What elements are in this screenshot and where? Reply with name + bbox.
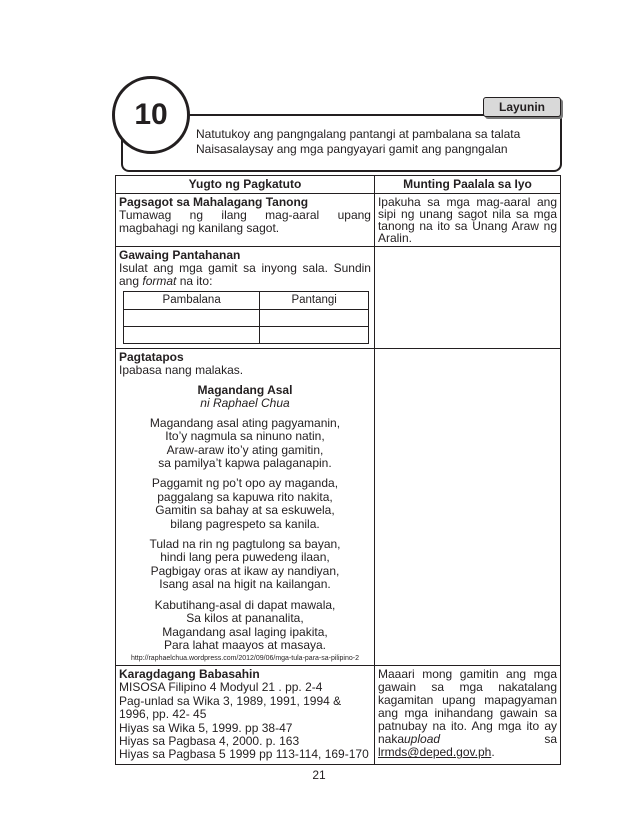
header-yugto: Yugto ng Pagkatuto bbox=[116, 176, 375, 194]
table-row bbox=[116, 666, 561, 764]
poem-line: Isang asal na higit na kailangan. bbox=[159, 577, 331, 592]
poem bbox=[119, 384, 371, 663]
inner-cell bbox=[124, 327, 260, 344]
pagtatapos-instruction: Ipabasa nang malakas. bbox=[119, 363, 244, 377]
poem-line: Sa kilos at pananalita, bbox=[186, 611, 304, 626]
poem-line: hindi lang pera puwedeng ilaan, bbox=[160, 550, 330, 565]
karagdagang-note-text: Maaari mong gamitin ang mga gawain sa mga nakatalang kagamitan upang mapagyaman ang mga inihandang gawain sa patnubay na ito. Ang mga ito ay naka bbox=[377, 667, 557, 747]
karagdagang-note-mid: sa bbox=[440, 732, 557, 747]
pagsagot-cell bbox=[116, 194, 375, 247]
layunin-tab bbox=[483, 97, 561, 117]
inner-header-row bbox=[124, 292, 369, 310]
inner-cell bbox=[124, 310, 260, 327]
poem-line: Ito’y nagmula sa ninuno natin, bbox=[165, 429, 325, 444]
karagdagang-cell bbox=[116, 666, 375, 764]
poem-line: sa pamilya’t kapwa palaganapin. bbox=[158, 456, 332, 471]
pagsagot-note: Ipakuha sa mga mag-aaral ang sipi ng unang sagot nila sa mga tanong na ito sa Unang Araw ng Aralin. bbox=[374, 194, 560, 247]
pagsagot-body: Tumawag ng ilang mag-aaral upang magbahagi ng kanilang sagot. bbox=[119, 208, 371, 235]
gawain-body-italic: format bbox=[142, 274, 177, 288]
gawain-note-cell bbox=[374, 247, 560, 349]
reference-list bbox=[119, 681, 371, 761]
page-number: 21 bbox=[312, 768, 326, 782]
poem-title: Magandang Asal bbox=[197, 383, 293, 397]
poem-line: Tulad na rin ng pagtulong sa bayan, bbox=[149, 537, 341, 552]
table-row bbox=[116, 247, 561, 349]
poem-stanza bbox=[119, 538, 371, 592]
objectives bbox=[196, 127, 520, 157]
lesson-number: 10 bbox=[134, 98, 168, 131]
inner-cell bbox=[260, 327, 369, 344]
karagdagang-title: Karagdagang Babasahin bbox=[119, 667, 260, 682]
poem-author: ni Raphael Chua bbox=[200, 396, 290, 411]
reference-item: Hiyas sa Pagbasa 5 1999 pp 113-114, 169-170 bbox=[119, 747, 369, 762]
reference-item: Hiyas sa Pagbasa 4, 2000. p. 163 bbox=[119, 733, 300, 748]
poem-stanza bbox=[119, 417, 371, 471]
poem-line: Gamitin sa bahay at sa eskuwela, bbox=[155, 503, 335, 518]
poem-line: Magandang asal laging ipakita, bbox=[162, 624, 328, 639]
table-row bbox=[116, 194, 561, 247]
karagdagang-note-italic: upload bbox=[404, 732, 441, 747]
pagtatapos-cell bbox=[116, 349, 375, 666]
objective-item: Naisasalaysay ang mga pangyayari gamit ang pangngalan bbox=[196, 142, 508, 156]
karagdagang-note bbox=[374, 666, 560, 764]
gawain-cell bbox=[116, 247, 375, 349]
gawain-title: Gawaing Pantahanan bbox=[119, 248, 241, 262]
poem-line: paggalang sa kapuwa rito nakita, bbox=[157, 489, 333, 504]
pagsagot-title: Pagsagot sa Mahalagang Tanong bbox=[119, 195, 309, 209]
poem-line: Magandang asal ating pagyamanin, bbox=[149, 415, 341, 430]
poem-stanza bbox=[119, 599, 371, 653]
inner-row bbox=[124, 327, 369, 344]
lesson-number-badge bbox=[112, 76, 190, 154]
reference-item: Hiyas sa Wika 5, 1999. pp 38-47 bbox=[119, 720, 293, 735]
inner-cell bbox=[260, 310, 369, 327]
karagdagang-note-end: . bbox=[491, 745, 495, 760]
pantahanan-table bbox=[123, 291, 369, 344]
inner-row bbox=[124, 310, 369, 327]
poem-line: Paggamit ng po’t opo ay maganda, bbox=[151, 476, 339, 491]
layunin-label: Layunin bbox=[498, 100, 545, 114]
inner-header-pambalana: Pambalana bbox=[124, 292, 260, 310]
gawain-body-text-end: na ito: bbox=[176, 274, 213, 288]
reference-item: 1996, pp. 42- 45 bbox=[119, 707, 207, 722]
reference-item: Pag-unlad sa Wika 3, 1989, 1991, 1994 & bbox=[119, 693, 342, 708]
objective-item: Natutukoy ang pangngalang pantangi at pambalana sa talata bbox=[196, 127, 521, 141]
poem-source-url: http://raphaelchua.wordpress.com/2012/09/06/mga-tula-para-sa-pilipino-2 bbox=[130, 655, 359, 663]
lrmds-link[interactable]: lrmds@deped.gov.ph bbox=[377, 745, 492, 760]
table-row bbox=[116, 349, 561, 666]
reference-item: MISOSA Filipino 4 Modyul 21 . pp. 2-4 bbox=[119, 680, 323, 695]
poem-line: Araw-araw ito’y ating gamitin, bbox=[166, 442, 324, 457]
gawain-body bbox=[119, 262, 371, 288]
table-header-row bbox=[116, 176, 561, 194]
poem-line: Para lahat maayos at masaya. bbox=[163, 637, 327, 652]
poem-line: bilang pagrespeto sa kanila. bbox=[170, 516, 320, 531]
poem-stanza bbox=[119, 477, 371, 531]
lesson-table bbox=[115, 175, 561, 765]
poem-line: Pagbigay oras at ikaw ay nandiyan, bbox=[150, 563, 340, 578]
gawain-body-text: Isulat ang mga gamit sa inyong sala. Sundin ang bbox=[119, 261, 371, 288]
inner-header-pantangi: Pantangi bbox=[260, 292, 369, 310]
pagtatapos-note-cell bbox=[374, 349, 560, 666]
poem-line: Kabutihang-asal di dapat mawala, bbox=[154, 597, 336, 612]
pagtatapos-title: Pagtatapos bbox=[119, 350, 184, 364]
header-paalala: Munting Paalala sa Iyo bbox=[374, 176, 560, 194]
